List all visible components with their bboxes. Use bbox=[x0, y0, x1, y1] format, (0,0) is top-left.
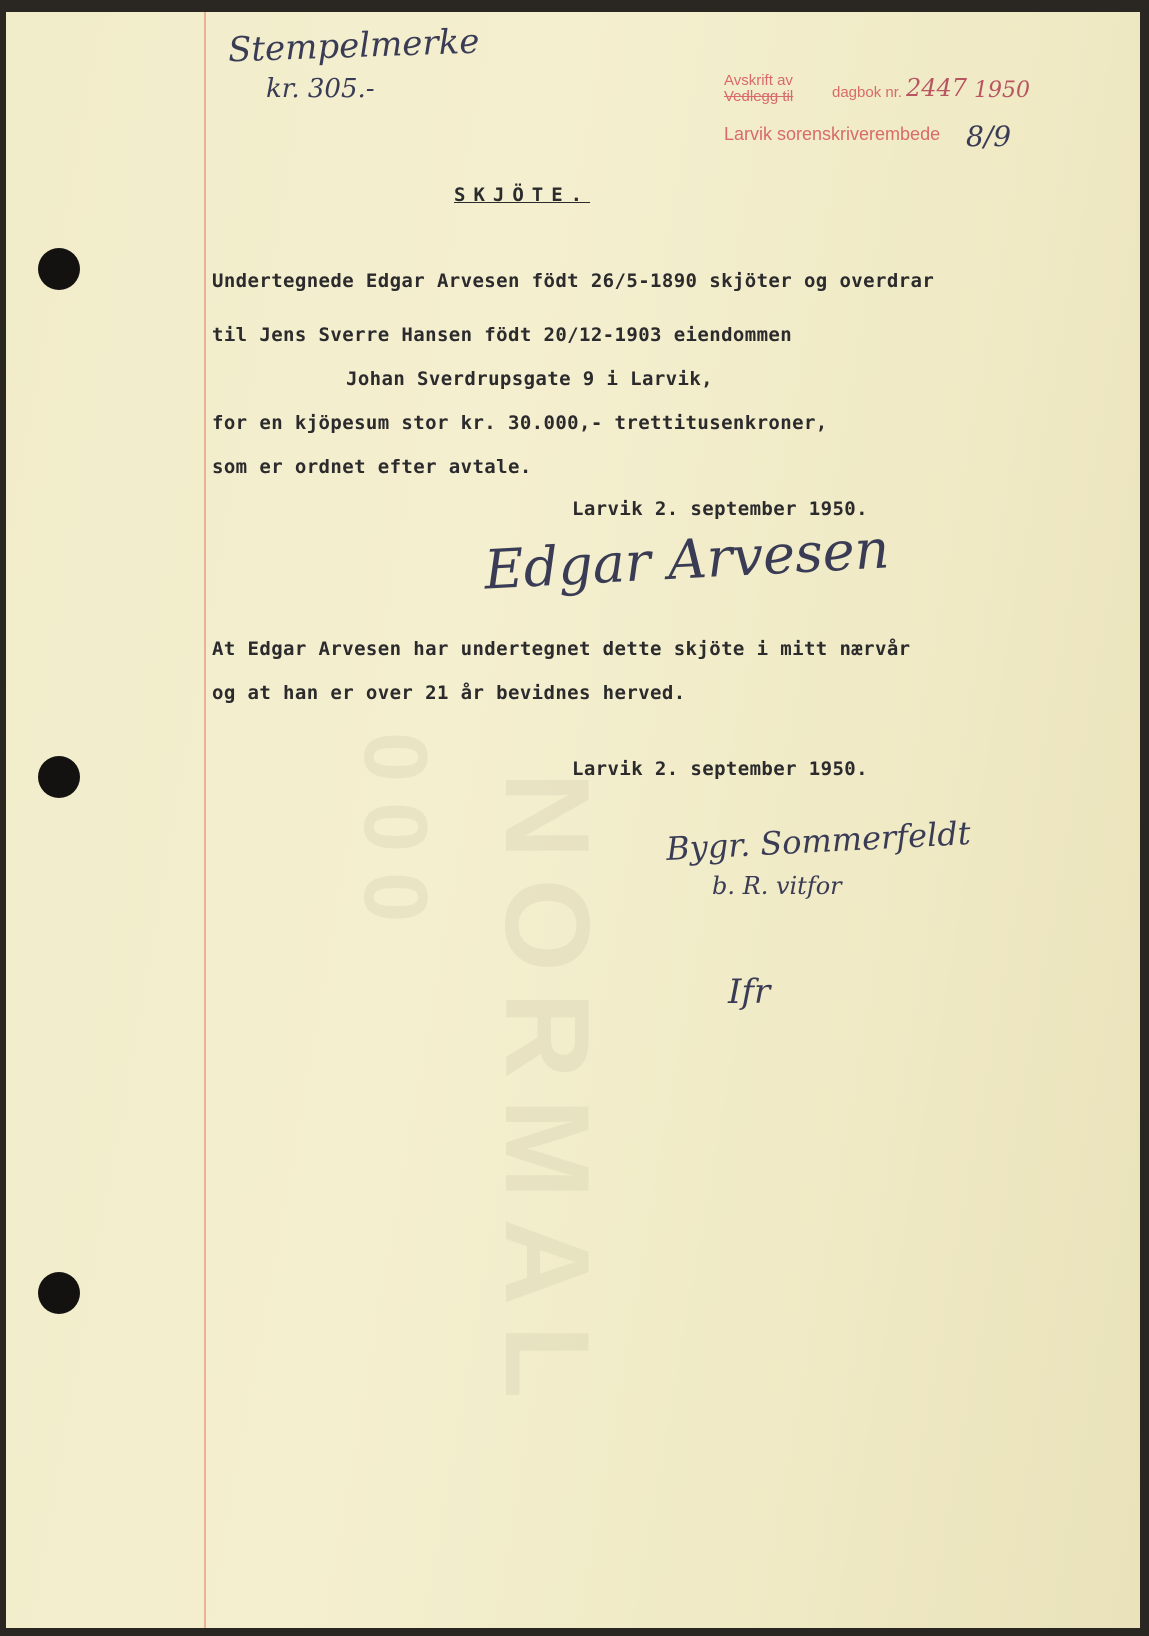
attestation-line-1: At Edgar Arvesen har undertegnet dette skjöte i mitt nærvår bbox=[212, 638, 911, 660]
stamp-diary-number: 2447 bbox=[906, 74, 968, 102]
witness-title: b. R. vitfor bbox=[712, 872, 842, 900]
witness-initials: Ifr bbox=[728, 972, 771, 1012]
punch-hole bbox=[38, 756, 80, 798]
witness-signature: Bygr. Sommerfeldt bbox=[665, 814, 972, 868]
watermark-normal: NORMAL bbox=[480, 772, 614, 1419]
stamp-vedlegg-struck: Vedlegg til bbox=[724, 88, 794, 105]
seller-signature: Edgar Arvesen bbox=[482, 517, 891, 602]
body-line-2: til Jens Sverre Hansen födt 20/12-1903 eiendommen bbox=[212, 324, 793, 346]
place-date-1: Larvik 2. september 1950. bbox=[572, 498, 868, 520]
document-title: SKJÖTE. bbox=[454, 184, 591, 206]
stamp-office: Larvik sorenskriverembede bbox=[724, 124, 941, 144]
attestation-line-2: og at han er over 21 år bevidnes herved. bbox=[212, 682, 686, 704]
stamp-date-handwritten: 8/9 bbox=[966, 120, 1012, 153]
body-line-1: Undertegnede Edgar Arvesen födt 26/5-1890 skjöter og overdrar bbox=[212, 270, 935, 292]
stamp-amount-handwritten: kr. 305.- bbox=[266, 74, 375, 104]
punch-hole bbox=[38, 248, 80, 290]
body-line-3: Johan Sverdrupsgate 9 i Larvik, bbox=[346, 368, 714, 390]
body-line-4: for en kjöpesum stor kr. 30.000,- trettitusenkroner, bbox=[212, 412, 828, 434]
margin-line bbox=[204, 12, 206, 1628]
stamp-year: 1950 bbox=[974, 78, 1030, 103]
watermark-zeros: 000 bbox=[345, 732, 445, 943]
stamp-avskrift: Avskrift av bbox=[724, 72, 793, 89]
stamp-note-handwritten: Stempelmerke bbox=[227, 21, 481, 71]
body-line-5: som er ordnet efter avtale. bbox=[212, 456, 532, 478]
punch-hole bbox=[38, 1272, 80, 1314]
place-date-2: Larvik 2. september 1950. bbox=[572, 758, 868, 780]
stamp-dagbok-label: dagbok nr. bbox=[832, 84, 903, 101]
document-page bbox=[6, 12, 1140, 1628]
